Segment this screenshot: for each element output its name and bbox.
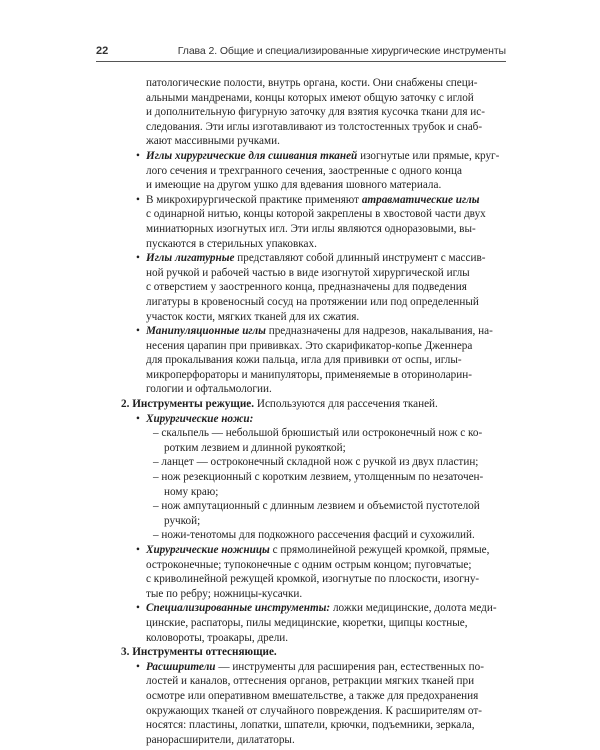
- list-item: [110, 601, 502, 616]
- bullet-icon: •: [136, 412, 140, 425]
- text-line: несения царапин при прививках. Это скарификатор-копье Дженнера: [146, 339, 473, 352]
- text-line: цинские, распаторы, пилы медицинские, кюретки, щипцы костные,: [146, 616, 468, 629]
- text-line: следования. Эти иглы изготавливают из толстостенных трубок и снаб-: [146, 120, 483, 133]
- text-line: лого сечения и трехгранного сечения, заостренные с одного конца: [146, 164, 462, 177]
- page-number: 22: [96, 45, 109, 57]
- text: Используются для рассечения тканей.: [254, 398, 438, 411]
- list-item: [110, 660, 502, 675]
- list-item: [110, 193, 502, 208]
- text: ложки медицинские, долота меди-: [330, 602, 497, 615]
- text-line: гологии и офтальмологии.: [146, 383, 272, 396]
- text-line: ранорасширители, дилататоры.: [146, 733, 295, 746]
- term: Хирургические ножницы: [146, 544, 270, 556]
- text-line: тые по ребру; ножницы-кусачки.: [146, 587, 303, 600]
- text-line: осмотре или оперативном вмешательстве, а также для предохранения: [146, 689, 479, 702]
- bullet-icon: •: [136, 149, 140, 162]
- list-item: [110, 324, 502, 339]
- text-line: с отверстием у заостренного конца, предназначены для подведения: [146, 281, 467, 294]
- bullet-icon: •: [136, 544, 140, 556]
- text-line: для прокалывания кожи пальца, игла для прививки от оспы, иглы-: [146, 354, 462, 367]
- term: Специализированные инструменты:: [146, 602, 331, 615]
- dash-item: – ножи-тенотомы для подкожного рассечения фасций и сухожилий.: [153, 529, 475, 542]
- section-title: 3. Инструменты оттесняющие.: [121, 646, 277, 659]
- page-body: [110, 76, 502, 747]
- text-line: лостей и каналов, оттеснения органов, ретракции мягких тканей при: [146, 675, 475, 688]
- dash-item-cont: ному краю;: [164, 485, 219, 498]
- dash-item-cont: ручкой;: [164, 514, 201, 527]
- text-line: и дополнительную фигурную заточку для взятия кусочка ткани для ис-: [146, 106, 485, 119]
- bullet-icon: •: [136, 193, 140, 206]
- term: Расширители: [146, 660, 216, 673]
- text-line: альными мандренами, концы которых имеют общую заточку с иглой: [146, 91, 474, 104]
- dash-item: – нож резекционный с коротким лезвием, утолщенным по незаточен-: [153, 471, 484, 484]
- text-line: жают массивными ручками.: [146, 135, 280, 148]
- bullet-icon: •: [136, 602, 140, 615]
- list-item: [110, 543, 502, 558]
- text: предназначены для надрезов, накалывания, на-: [265, 325, 493, 338]
- text-line: патологические полости, внутрь органа, кости. Они снабжены специ-: [146, 77, 478, 89]
- running-header: [96, 43, 506, 62]
- dash-item: – ланцет — остроконечный складной нож с ручкой из двух пластин;: [153, 456, 479, 469]
- term: Хирургические ножи:: [146, 412, 254, 425]
- text-line: остроконечные; тупоконечные с одним острым концом; пуговчатые;: [146, 558, 472, 571]
- term: Иглы хирургические для сшивания тканей: [146, 149, 358, 162]
- text-line: окружающих тканей от случайного повреждения. К расширителям от-: [146, 704, 482, 717]
- dash-item: – нож ампутационный с длинным лезвием и объемистой пустотелой: [153, 500, 480, 513]
- text-line: лигатуры в кровеносный сосуд на протяжении или под определенный: [146, 295, 479, 308]
- term: Иглы лигатурные: [146, 252, 235, 265]
- list-item: [110, 149, 502, 164]
- text-line: миниатюрных изогнутых игл. Эти иглы являются одноразовыми, вы-: [146, 222, 476, 235]
- text: представляют собой длинный инструмент с массив-: [234, 252, 486, 265]
- section-heading: [110, 645, 502, 660]
- text-line: носятся: пластины, лопатки, шпатели, крючки, подъемники, зеркала,: [146, 719, 475, 732]
- text-line: с криволинейной режущей кромкой, изогнутые по плоскости, изогну-: [146, 573, 480, 586]
- text: с прямолинейной режущей кромкой, прямые,: [269, 544, 490, 556]
- text: — инструменты для расширения ран, естественных по-: [215, 660, 484, 673]
- section-title: 2. Инструменты режущие.: [121, 398, 255, 411]
- dash-item-cont: ротким лезвием и длинной рукояткой;: [164, 441, 346, 454]
- text-line: коловороты, троакары, дрели.: [146, 631, 289, 644]
- text-line: участок кости, мягких тканей для их сжатия.: [146, 310, 360, 323]
- text-line: с одинарной нитью, концы которой закреплены в хвостовой части двух: [146, 208, 486, 221]
- text-line: и имеющие на другом ушко для вдевания шовного материала.: [146, 179, 442, 192]
- chapter-title: Глава 2. Общие и специализированные хирургические инструменты: [177, 45, 506, 57]
- term: Манипуляционные иглы: [146, 325, 266, 338]
- list-item: [110, 251, 502, 266]
- text-line: пускаются в стерильных упаковках.: [146, 237, 317, 250]
- dash-item: – скальпель — небольшой брюшистый или остроконечный нож с ко-: [153, 427, 483, 440]
- list-item: [110, 412, 502, 427]
- bullet-icon: •: [136, 325, 140, 338]
- section-heading: [110, 397, 502, 412]
- text: изогнутые или прямые, круг-: [357, 149, 500, 162]
- bullet-icon: •: [136, 660, 140, 673]
- text-line: ной ручкой и рабочей частью в виде изогнутой хирургической иглы: [146, 266, 470, 279]
- text-line: микроперфораторы и манипуляторы, применяемые в оториноларин-: [146, 368, 472, 381]
- bullet-icon: •: [136, 252, 140, 265]
- text: В микрохирургической практике применяют: [146, 193, 362, 206]
- term: атравматические иглы: [361, 193, 480, 206]
